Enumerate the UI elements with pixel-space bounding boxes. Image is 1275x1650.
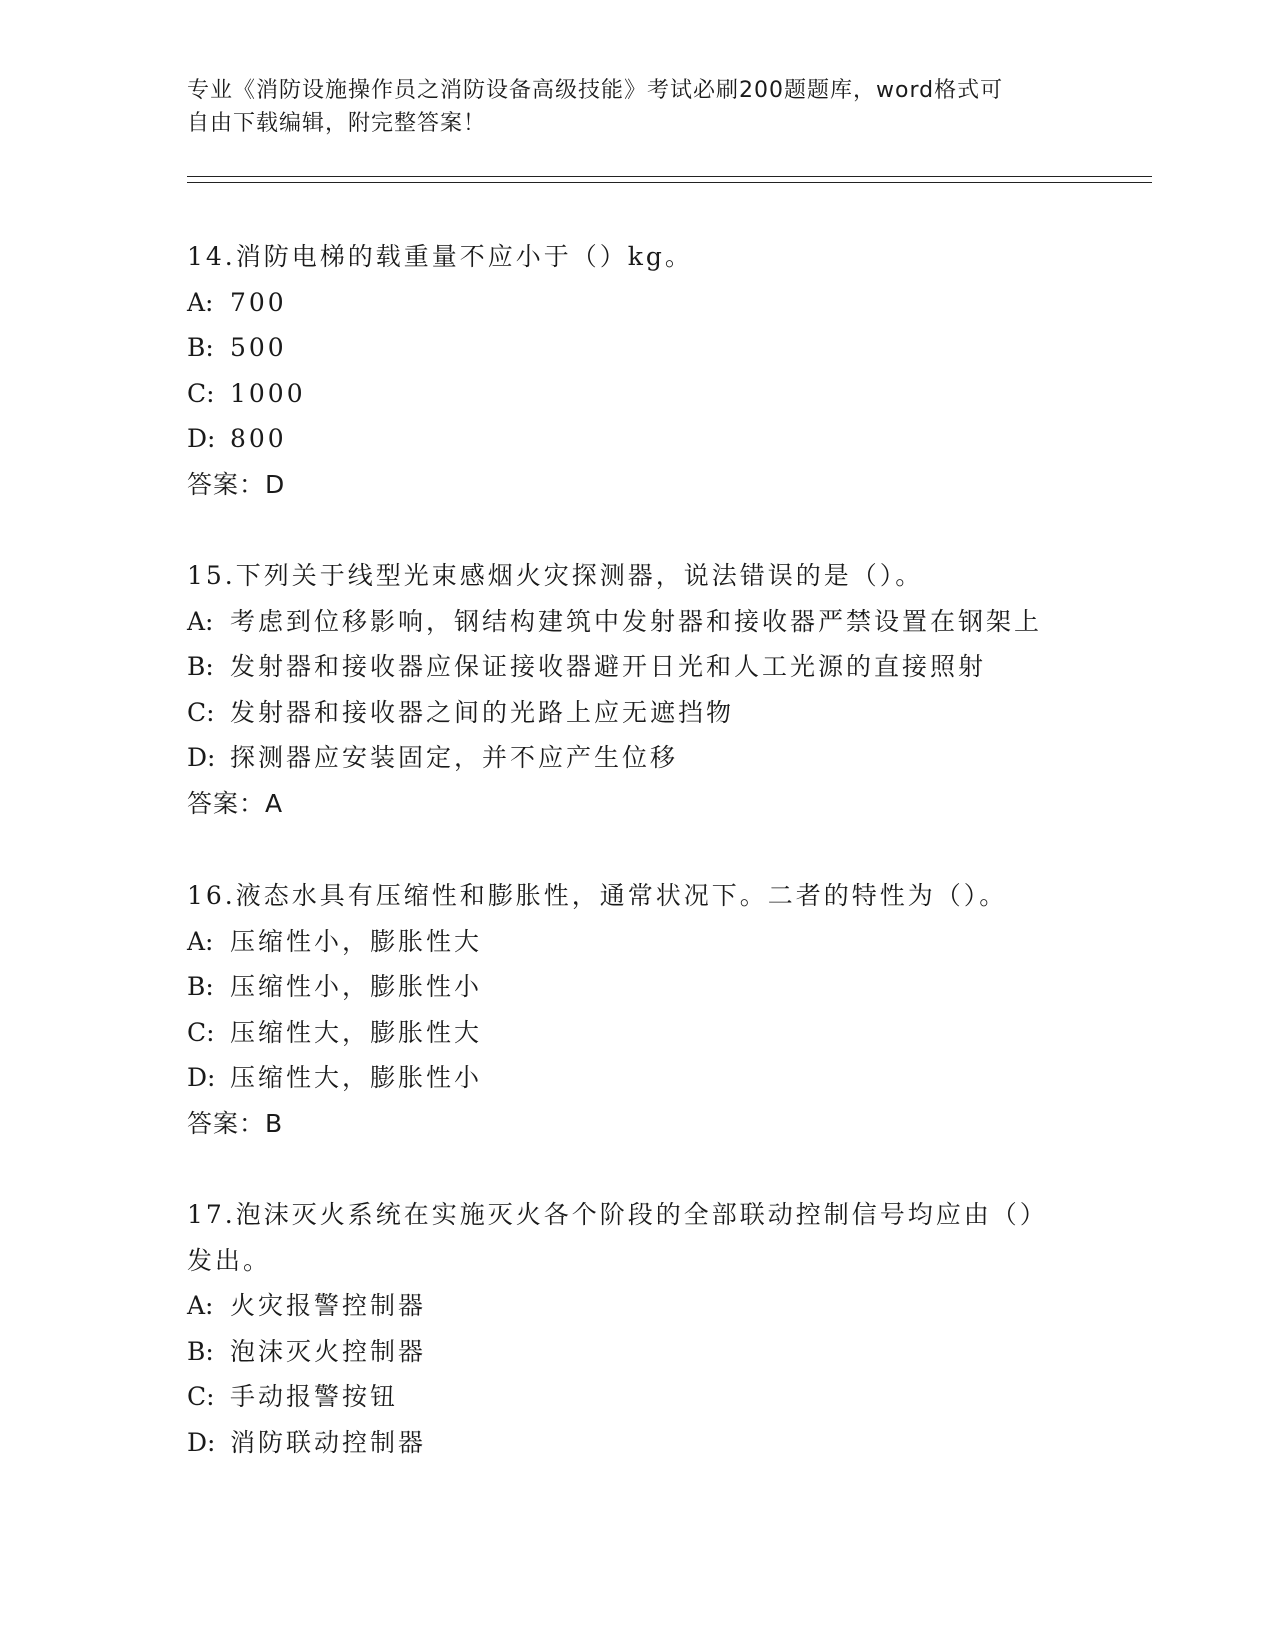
option-text: 800 [230,424,287,453]
question-15 [187,553,1087,826]
option-text: 700 [230,287,287,317]
option-b [187,644,1087,690]
option-text: 压缩性小，膨胀性小 [230,972,483,1001]
document-header [187,74,1087,140]
option-letter: D: [187,1063,216,1092]
option-a [187,599,1087,645]
answer: 答案：A [187,788,284,818]
option-text: 发射器和接收器之间的光路上应无遮挡物 [230,697,735,727]
option-letter: A: [187,926,214,956]
option-a [187,1283,1087,1329]
option-b [187,325,1087,371]
option-letter: C: [187,1382,215,1411]
option-d [187,735,1087,781]
header-line-2: 自由下载编辑，附完整答案！ [187,111,487,136]
option-b [187,964,1087,1010]
option-text: 考虑到位移影响，钢结构建筑中发射器和接收器严禁设置在钢架上 [230,606,1043,636]
option-text: 500 [230,333,287,362]
option-letter: C: [187,1017,215,1047]
option-a [187,919,1087,965]
option-text: 探测器应安装固定，并不应产生位移 [230,743,679,772]
option-letter: D: [187,1427,216,1457]
header-line-1: 专业《消防设施操作员之消防设备高级技能》考试必刷200题题库，word格式可 [187,78,1004,103]
option-c [187,1374,1087,1420]
option-d [187,1420,1087,1466]
option-c [187,1010,1087,1056]
option-letter: B: [187,972,214,1001]
header-divider-top [187,176,1152,177]
option-letter: A: [187,1291,214,1320]
option-text: 压缩性小，膨胀性大 [230,926,483,956]
option-letter: D: [187,743,216,772]
option-letter: C: [187,378,215,408]
question-16 [187,873,1087,1146]
option-c [187,371,1087,417]
option-text: 泡沫灭火控制器 [230,1336,427,1366]
option-a [187,280,1087,326]
option-d [187,416,1087,462]
option-text: 手动报警按钮 [230,1382,399,1411]
question-stem: 16.液态水具有压缩性和膨胀性，通常状况下。二者的特性为（）。 [187,881,1008,910]
option-text: 压缩性大，膨胀性小 [230,1063,483,1092]
question-17 [187,1192,1087,1465]
option-letter: C: [187,697,215,727]
option-text: 压缩性大，膨胀性大 [230,1017,483,1047]
option-b [187,1329,1087,1375]
option-text: 发射器和接收器应保证接收器避开日光和人工光源的直接照射 [230,652,987,681]
question-stem: 17.泡沫灭火系统在实施灭火各个阶段的全部联动控制信号均应由（） [187,1200,1048,1229]
option-text: 消防联动控制器 [230,1427,427,1457]
option-d [187,1055,1087,1101]
option-c [187,690,1087,736]
option-letter: D: [187,424,216,453]
question-stem-continued: 发出。 [187,1245,272,1275]
option-letter: A: [187,287,214,317]
option-letter: B: [187,1336,214,1366]
answer: 答案：B [187,1108,284,1138]
header-divider-bottom [187,182,1152,183]
option-letter: A: [187,606,214,636]
answer: 答案：D [187,469,286,499]
option-text: 1000 [230,378,306,408]
question-stem: 14.消防电梯的载重量不应小于（）kg。 [187,242,693,271]
question-14 [187,234,1087,507]
option-letter: B: [187,333,214,362]
option-letter: B: [187,652,214,681]
option-text: 火灾报警控制器 [230,1291,427,1320]
question-stem: 15.下列关于线型光束感烟火灾探测器，说法错误的是（）。 [187,561,924,590]
